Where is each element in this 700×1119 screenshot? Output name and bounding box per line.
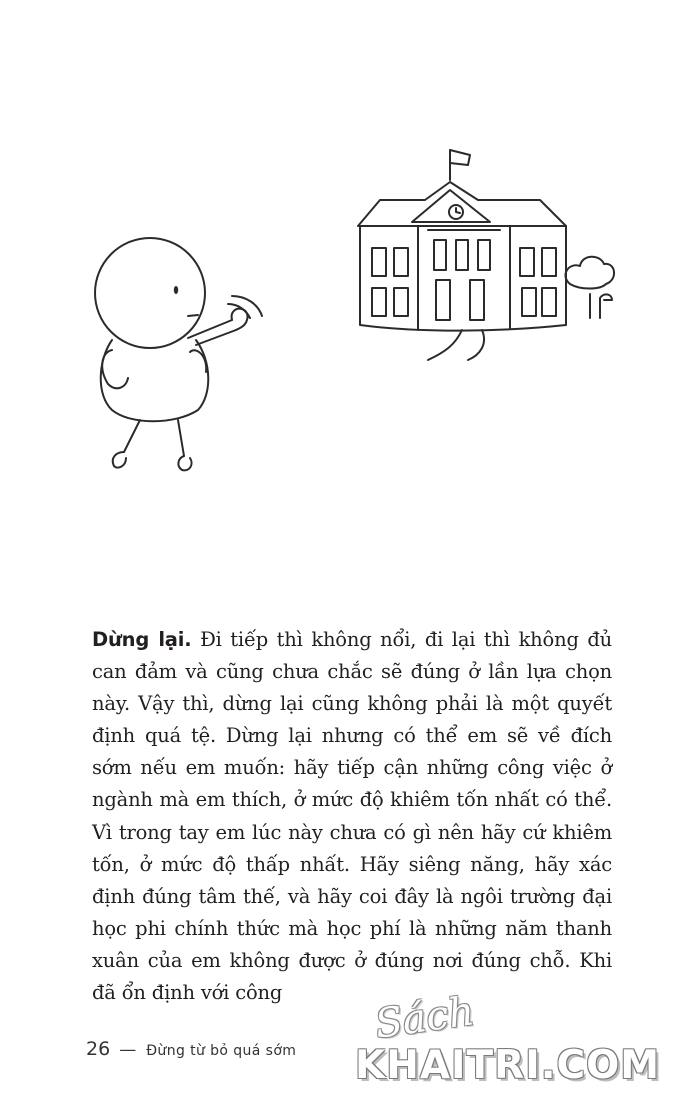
figure-legs [124,420,184,456]
watermark-script: Sách [372,988,478,1048]
lead-phrase: Dừng lại. [92,628,192,651]
path-drawing [428,330,484,360]
page-footer [86,1038,296,1060]
school-roof [358,182,566,226]
page-number: 26 [86,1038,111,1060]
figure-drawing [95,238,262,470]
school-drawing [358,150,614,360]
figure-eye [174,286,178,294]
paragraph-text: Đi tiếp thì không nổi, đi lại thì không đủ can đảm và cũng chưa chắc sẽ đúng ở lần lựa chọn này. Vậy thì, dừng lại cũng không phải là một quyết định quá tệ. Dừng lại nhưng có thể em sẽ về đích sớm nếu em muốn: hãy tiếp cận những công việc ở ngành mà em thích, ở mức độ khiêm tốn nhất có thể. Vì trong tay em lúc này chưa có gì nên hãy cứ khiêm tốn, ở mức độ thấp nhất. Hãy siêng năng, hãy xác định đúng tâm thế, và hãy coi đây là ngôi trường đại học phi chính thức mà học phí là những năm thanh xuân của em không được ở đúng nơi đúng chỗ. Khi đã ổn định với công [92,628,612,1005]
watermark-brand: KHAITRI.COM [355,1043,661,1088]
book-title: Đừng từ bỏ quá sớm [146,1043,297,1059]
watermark-logo [355,988,695,1115]
figure-body [101,340,209,421]
flag [450,150,470,165]
body-paragraph [92,624,612,1009]
tree-drawing [565,257,614,318]
footer-dash: — [119,1040,137,1060]
figure-head [95,238,205,348]
